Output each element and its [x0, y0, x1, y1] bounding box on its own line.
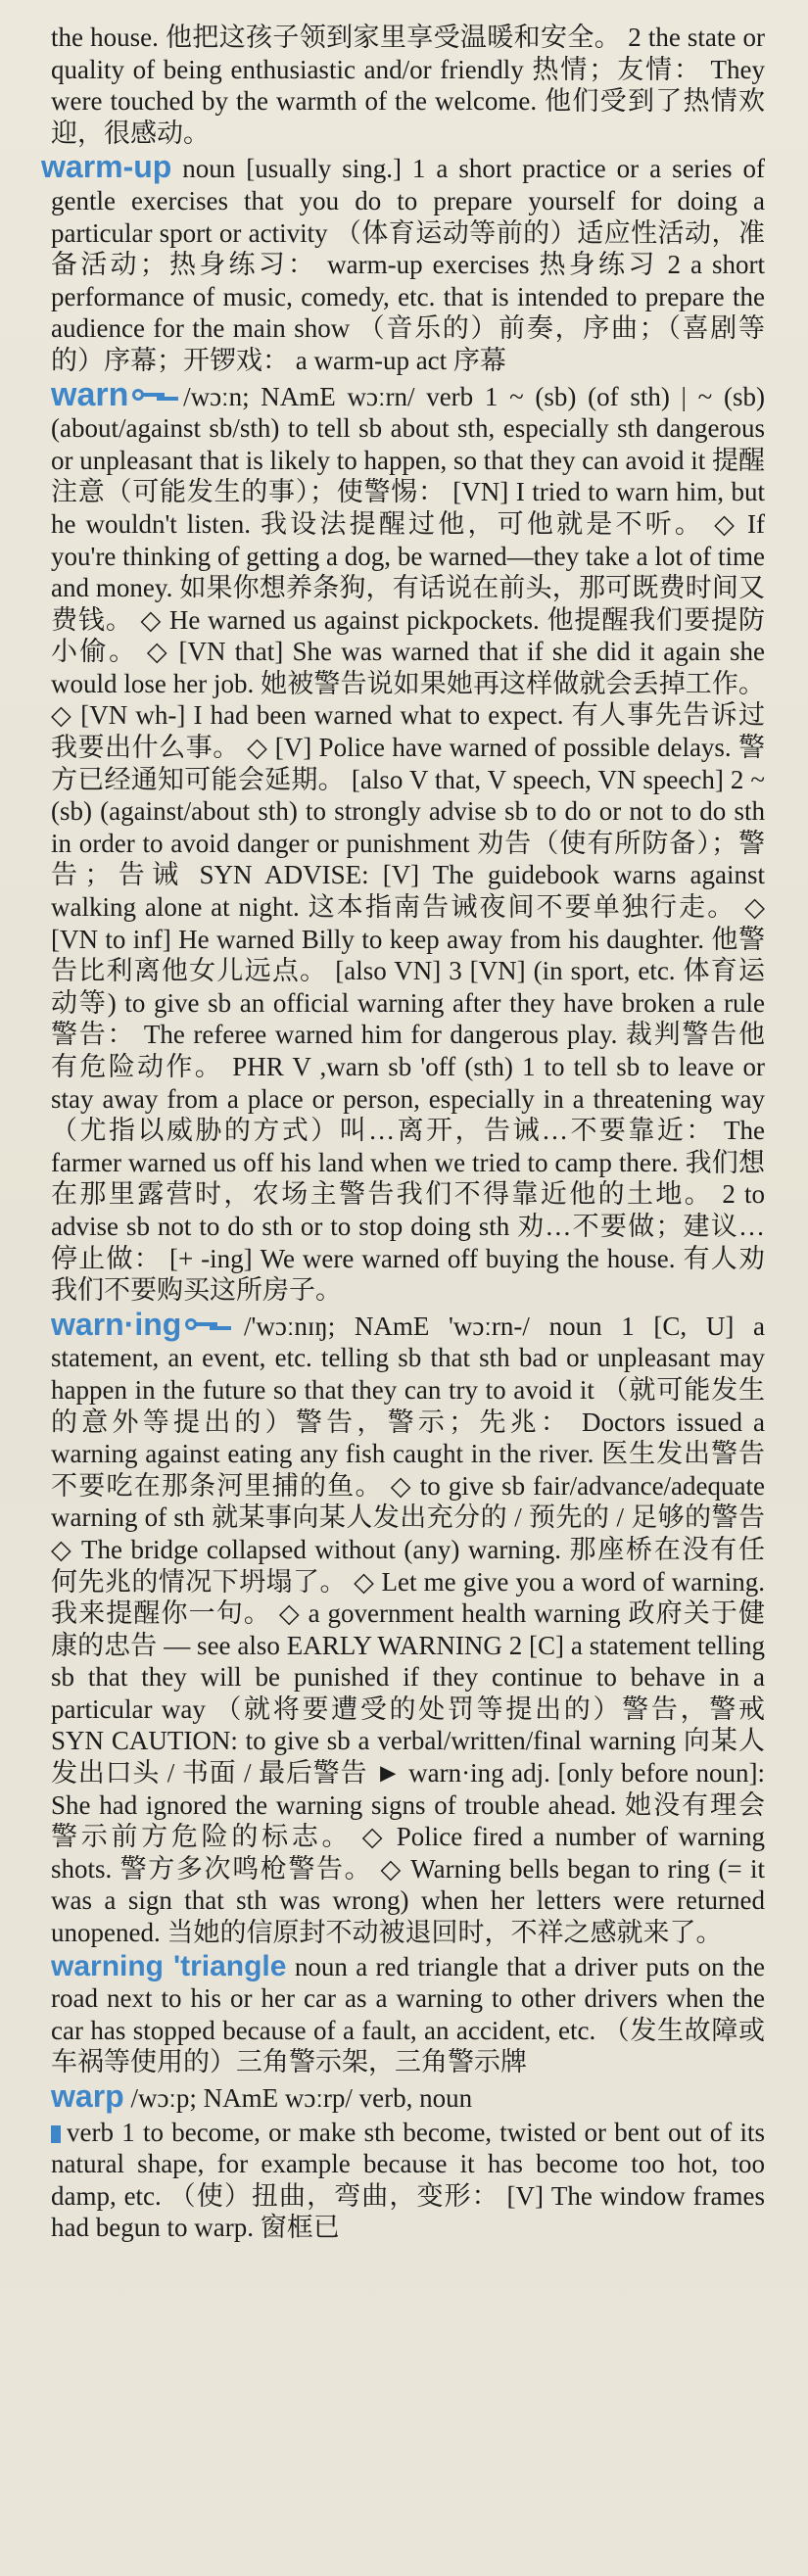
key-icon: [185, 1317, 218, 1333]
entry-warp: [51, 2080, 765, 2115]
entry-warp-verb: [51, 2117, 765, 2244]
entry-text: /wɔːp; NAmE wɔːrp/ verb, noun: [123, 2083, 473, 2113]
entry-text: /'wɔːnɪŋ; NAmE 'wɔːrn-/ noun 1 [C, U] a statement, an event, etc. telling sb that sth bad or unpleasant may happen in the future so that they can try to avoid it （就可能发生的意外等提出的）警告，警示；先兆： Doctors issued a warning against eating any fish caught in the river. 医生发出警告不要吃在那条河里捕的鱼。 ◇ to give sb fair/advance/adequate warning of sth 就某事向某人发出充分的 / 预先的 / 足够的警告 ◇ The bridge collapsed without (any) warning. 那座桥在没有任何先兆的情况下坍塌了。 ◇ Let me give you a word of warning. 我来提醒你一句。 ◇ a government health warning 政府关于健康的忠告 — see also EARLY WARNING 2 [C] a statement telling sb that they will be punished if they continue to behave in a particular way （就将要遭受的处罚等提出的）警告，警戒 SYN CAUTION: to give sb a verbal/written/final warning 向某人发出口头 / 书面 / 最后警告 ► warn·ing adj. [only before noun]: She had ignored the warning signs of trouble ahead. 她没有理会警示前方危险的标志。 ◇ Police fired a number of warning shots. 警方多次鸣枪警告。 ◇ Warning bells began to ring (= it was a sign that sth was wrong) when her letters were returned unopened. 当她的信原封不动被退回时，不祥之感就来了。: [51, 1311, 765, 1948]
entry-warning: [51, 1306, 765, 1949]
entry-warm-up: [41, 149, 765, 376]
headword: warn·ing: [51, 1306, 182, 1342]
entry-text: /wɔːn; NAmE wɔːrn/ verb 1 ~ (sb) (of sth) | ~ (sb) (about/against sb/sth) to tell sb about sth, especially sth dangerous or unpleasant that is likely to happen, so that they can avoid it 提醒注意（可能发生的事）；使警惕： [VN] I tried to warn him, but he wouldn't listen. 我设法提醒过他，可他就是不听。 ◇ If you're thinking of getting a dog, be warned—they take a lot of time and money. 如果你想养条狗，有话说在前头，那可既费时间又费钱。 ◇ He warned us against pickpockets. 他提醒我们要提防小偷。 ◇ [VN that] She was warned that if she did it again she would lose her job. 她被警告说如果她再这样做就会丢掉工作。 ◇ [VN wh-] I had been warned what to expect. 有人事先告诉过我要出什么事。 ◇ [V] Police have warned of possible delays. 警方已经通知可能会延期。 [also V that, V speech, VN speech] 2 ~ (sb) (against/about sth) to strongly advise sb to do or not to do sth in order to avoid danger or punishment 劝告（使有所防备）；警告；告诫 SYN ADVISE: [V] The guidebook warns against walking alone at night. 这本指南告诫夜间不要单独行走。 ◇ [VN to inf] He warned Billy to keep away from his daughter. 他警告比利离他女儿远点。 [also VN] 3 [VN] (in sport, etc. 体育运动等) to give sb an official warning after they have broken a rule 警告： The referee warned him for dangerous play. 裁判警告他有危险动作。 PHR V ,warn sb 'off (sth) 1 to tell sb to leave or stay away from a place or person, especially in a threatening way （尤指以威胁的方式）叫…离开，告诫…不要靠近： The farmer warned us off his land when we tried to camp there. 我们想在那里露营时，农场主警告我们不得靠近他的土地。 2 to advise sb not to do sth or to stop doing sth 劝…不要做；建议…停止做： [+ -ing] We were warned off buying the house. 有人劝我们不要购买这所房子。: [51, 381, 765, 1306]
entry-warning-triangle: [51, 1951, 765, 2078]
sense-bullet-icon: [51, 2125, 61, 2143]
headword: warn: [51, 375, 129, 413]
entry-text: noun a red triangle that a driver puts on the road next to his or her car as a warning to other drivers when the car has stopped because of a fault, an accident, etc. （发生故障或车祸等使用的）三角警示架，三角警示牌: [51, 1951, 766, 2077]
headword: warp: [51, 2078, 124, 2114]
entry-warmth-continuation: [51, 22, 765, 149]
entry-text: verb 1 to become, or make sth become, twisted or bent out of its natural shape, for example because it has become too hot, too damp, etc. （使）扭曲，弯曲，变形： [V] The window frames had begun to warp. 窗框已: [51, 2117, 765, 2243]
headword: warning 'triangle: [51, 1949, 287, 1982]
key-icon: [132, 388, 166, 404]
entry-text: the house. 他把这孩子领到家里享受温暖和安全。 2 the state or quality of being enthusiastic and/or friendly 热情；友情： They were touched by the warmth of the welcome. 他们受到了热情欢迎，很感动。: [51, 23, 765, 148]
entry-text: noun [usually sing.] 1 a short practice or a series of gentle exercises that you do to prepare yourself for doing a particular sport or activity （体育运动等前的）适应性活动，准备活动；热身练习： warm-up exercises 热身练习 2 a short performance of music, comedy, etc. that is intended to prepare the audience for the main show （音乐的）前奏，序曲；（喜剧等的）序幕；开锣戏： a warm-up act 序幕: [51, 154, 765, 375]
entry-warn: [51, 375, 765, 1307]
headword: warm-up: [41, 149, 172, 185]
